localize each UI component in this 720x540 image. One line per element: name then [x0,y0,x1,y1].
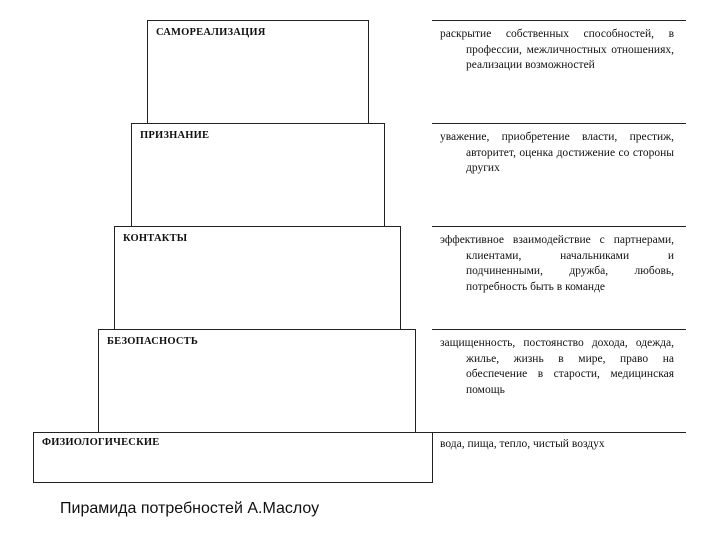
description-text: эффективное взаимодействие с партнерами, клиентами, начальниками и подчиненными, дружба, любовь, потребность быть в команде [440,234,674,293]
description-text: вода, пища, тепло, чистый воздух [440,438,605,450]
pyramid-level-safety [98,329,416,433]
level-label: КОНТАКТЫ [123,233,188,244]
description-text: уважение, приобретение власти, престиж, авторитет, оценка достижение со стороны других [440,131,674,174]
pyramid-level-contacts [114,226,401,330]
pyramid-level-self-actualization [147,20,369,124]
description-text: раскрытие собственных способностей, в профессии, межличностных отношениях, реализации возможностей [440,28,674,71]
level-label: ФИЗИОЛОГИЧЕСКИЕ [42,437,160,448]
description-physiological [432,432,686,453]
description-self-actualization [432,20,686,74]
description-text: защищенность, постоянство дохода, одежда, жилье, жизнь в мире, право на обеспечение в старости, медицинская помощь [440,337,674,396]
level-label: ПРИЗНАНИЕ [140,130,210,141]
description-esteem [432,123,686,177]
level-label: БЕЗОПАСНОСТЬ [107,336,198,347]
pyramid-level-physiological [33,432,433,483]
description-contacts [432,226,686,295]
diagram-caption: Пирамида потребностей А.Маслоу [60,500,320,517]
description-safety [432,329,686,398]
level-label: САМОРЕАЛИЗАЦИЯ [156,27,266,38]
pyramid-level-esteem [131,123,385,227]
